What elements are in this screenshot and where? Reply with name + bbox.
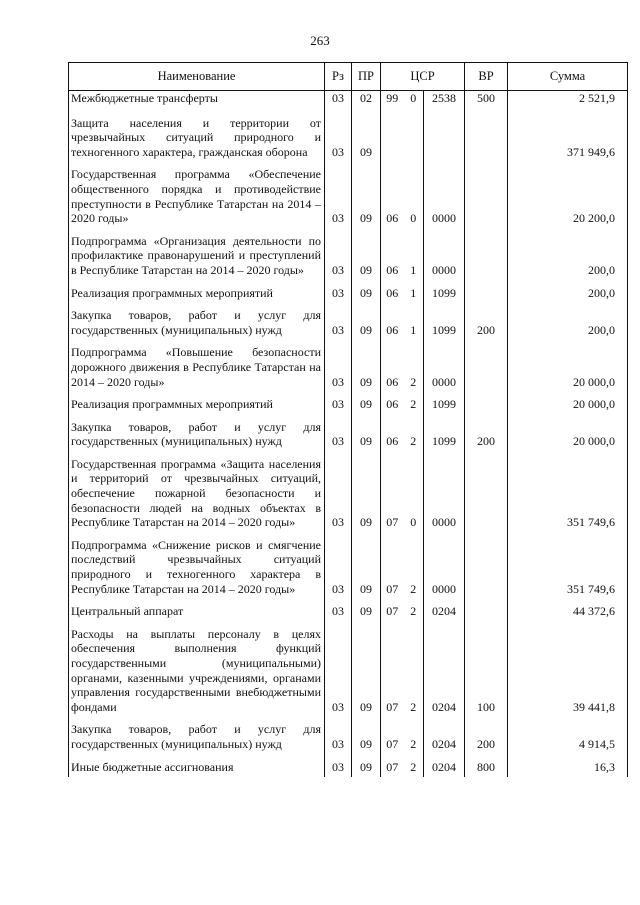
row-name: Подпрограмма «Повышение безопасности дорожного движения в Республике Татарстан на 2014 – 2020 годы» [69, 340, 325, 392]
row-pr: 09 [352, 229, 381, 281]
row-csr-subprogram: 2 [404, 340, 424, 392]
row-rz: 03 [325, 415, 352, 452]
row-csr-subprogram: 1 [404, 229, 424, 281]
row-csr-subprogram: 2 [404, 622, 424, 718]
row-rz: 03 [325, 229, 352, 281]
row-sum: 371 949,6 [508, 109, 628, 163]
row-sum: 351 749,6 [508, 452, 628, 533]
row-csr-program: 06 [381, 340, 404, 392]
row-csr-program: 06 [381, 281, 404, 304]
row-rz: 03 [325, 91, 352, 109]
row-vr [465, 109, 508, 163]
row-csr-program: 99 [381, 91, 404, 109]
row-name: Закупка товаров, работ и услуг для государственных (муниципальных) нужд [69, 415, 325, 452]
row-csr-direction: 1099 [432, 322, 456, 337]
table-row [69, 599, 628, 622]
row-rz: 03 [325, 281, 352, 304]
row-vr [465, 452, 508, 533]
row-csr-direction: 0000 [432, 211, 456, 226]
row-rz: 03 [325, 755, 352, 778]
row-csr-subprogram: 0 [404, 162, 424, 228]
row-csr-program: 07 [381, 755, 404, 778]
row-vr [465, 599, 508, 622]
row-csr-subprogram: 2 [404, 392, 424, 415]
header-name: Наименование [69, 63, 325, 91]
row-pr: 09 [352, 281, 381, 304]
table-row [69, 109, 628, 163]
row-csr-program: 07 [381, 452, 404, 533]
row-csr-subprogram: 2 [404, 415, 424, 452]
row-rz: 03 [325, 162, 352, 228]
table-row [69, 622, 628, 718]
row-rz: 03 [325, 622, 352, 718]
row-name: Подпрограмма «Организация деятельности по профилактике правонарушений и преступлений в Республике Татарстан на 2014 – 2020 годы» [69, 229, 325, 281]
row-csr-direction: 1099 [432, 434, 456, 449]
row-csr-direction: 0204 [432, 604, 456, 619]
row-sum: 200,0 [508, 303, 628, 340]
row-sum: 39 441,8 [508, 622, 628, 718]
header-vr: ВР [465, 63, 508, 91]
row-vr: 100 [465, 622, 508, 718]
row-pr: 09 [352, 162, 381, 228]
row-csr-direction: 0204 [432, 736, 456, 751]
row-csr-program [381, 109, 404, 163]
row-name: Расходы на выплаты персоналу в целях обеспечения выполнения функций государственными (муниципальными) органами, казенными учреждениями, органами управления государственными внебюджетными фондами [69, 622, 325, 718]
row-vr: 200 [465, 717, 508, 754]
header-sum: Сумма [508, 63, 628, 91]
row-csr-subprogram [404, 109, 424, 163]
row-csr-direction: 0000 [432, 262, 456, 277]
row-csr-subprogram: 1 [404, 303, 424, 340]
row-csr-subprogram: 2 [404, 533, 424, 599]
row-pr: 09 [352, 415, 381, 452]
header-pr: ПР [352, 63, 381, 91]
table-row [69, 452, 628, 533]
row-csr-direction: 0000 [432, 515, 456, 530]
row-name: Закупка товаров, работ и услуг для государственных (муниципальных) нужд [69, 717, 325, 754]
row-rz: 03 [325, 303, 352, 340]
row-csr-program: 07 [381, 622, 404, 718]
row-csr-program: 06 [381, 229, 404, 281]
row-csr-subprogram: 2 [404, 755, 424, 778]
row-sum: 16,3 [508, 755, 628, 778]
row-vr: 200 [465, 303, 508, 340]
header-csr: ЦСР [381, 63, 465, 91]
row-csr-direction: 0204 [432, 759, 456, 774]
table-row [69, 533, 628, 599]
row-rz: 03 [325, 599, 352, 622]
row-rz: 03 [325, 452, 352, 533]
row-name: Государственная программа «Защита населения и территорий от чрезвычайных ситуаций, обеспечение пожарной безопасности и безопасности людей на водных объектах в Республике Татарстан на 2014 – 2020 годы» [69, 452, 325, 533]
row-csr-direction: 2538 [432, 91, 456, 105]
row-vr [465, 340, 508, 392]
row-csr-subprogram: 0 [404, 452, 424, 533]
row-pr: 09 [352, 452, 381, 533]
row-csr-direction [424, 109, 465, 163]
row-name: Реализация программных мероприятий [69, 392, 325, 415]
row-csr-direction: 0000 [432, 374, 456, 389]
row-pr: 09 [352, 755, 381, 778]
row-vr [465, 229, 508, 281]
row-sum: 44 372,6 [508, 599, 628, 622]
row-csr-program: 06 [381, 415, 404, 452]
row-csr-direction: 0204 [432, 699, 456, 714]
row-sum: 200,0 [508, 281, 628, 304]
row-sum: 20 000,0 [508, 340, 628, 392]
row-csr-direction: 1099 [432, 285, 456, 300]
row-csr-program: 07 [381, 533, 404, 599]
row-sum: 4 914,5 [508, 717, 628, 754]
row-name: Государственная программа «Обеспечение общественного порядка и противодействие преступности в Республике Татарстан на 2014 – 2020 годы» [69, 162, 325, 228]
table-row [69, 415, 628, 452]
row-sum: 351 749,6 [508, 533, 628, 599]
table-row [69, 392, 628, 415]
row-vr [465, 392, 508, 415]
row-pr: 09 [352, 533, 381, 599]
row-vr [465, 162, 508, 228]
row-name: Защита населения и территории от чрезвычайных ситуаций природного и техногенного характера, гражданская оборона [69, 109, 325, 163]
row-rz: 03 [325, 717, 352, 754]
row-csr-direction: 0000 [432, 581, 456, 596]
row-pr: 09 [352, 109, 381, 163]
row-csr-program: 06 [381, 392, 404, 415]
row-name: Центральный аппарат [69, 599, 325, 622]
row-csr-program: 06 [381, 162, 404, 228]
row-csr-subprogram: 0 [404, 91, 424, 109]
row-vr: 800 [465, 755, 508, 778]
table-row [69, 755, 628, 778]
table-row [69, 281, 628, 304]
table-row [69, 340, 628, 392]
table-row [69, 717, 628, 754]
row-csr-subprogram: 1 [404, 281, 424, 304]
table-header-row [69, 63, 628, 91]
row-csr-subprogram: 2 [404, 717, 424, 754]
row-csr-direction: 1099 [432, 397, 456, 412]
header-rz: Рз [325, 63, 352, 91]
row-pr: 09 [352, 303, 381, 340]
row-sum: 2 521,9 [508, 91, 628, 109]
row-pr: 09 [352, 392, 381, 415]
row-pr: 09 [352, 717, 381, 754]
row-sum: 20 000,0 [508, 392, 628, 415]
row-name: Подпрограмма «Снижение рисков и смягчение последствий чрезвычайных ситуаций природного и техногенного характера в Республике Татарстан на 2014 – 2020 годы» [69, 533, 325, 599]
row-name: Межбюджетные трансферты [69, 91, 325, 109]
row-rz: 03 [325, 533, 352, 599]
row-rz: 03 [325, 340, 352, 392]
row-csr-program: 06 [381, 303, 404, 340]
row-name: Реализация программных мероприятий [69, 281, 325, 304]
row-pr: 09 [352, 599, 381, 622]
row-pr: 02 [352, 91, 381, 109]
table-body [69, 91, 628, 778]
row-pr: 09 [352, 340, 381, 392]
row-vr [465, 281, 508, 304]
row-csr-program: 07 [381, 599, 404, 622]
row-rz: 03 [325, 392, 352, 415]
table-row [69, 162, 628, 228]
table-row [69, 91, 628, 109]
budget-table [68, 62, 628, 777]
row-name: Иные бюджетные ассигнования [69, 755, 325, 778]
page-number: 263 [310, 33, 330, 48]
table-row [69, 303, 628, 340]
row-vr [465, 533, 508, 599]
row-rz: 03 [325, 109, 352, 163]
row-sum: 200,0 [508, 229, 628, 281]
row-csr-subprogram: 2 [404, 599, 424, 622]
row-csr-program: 07 [381, 717, 404, 754]
table-row [69, 229, 628, 281]
row-sum: 20 200,0 [508, 162, 628, 228]
row-pr: 09 [352, 622, 381, 718]
row-vr: 500 [465, 91, 508, 109]
row-name: Закупка товаров, работ и услуг для государственных (муниципальных) нужд [69, 303, 325, 340]
row-sum: 20 000,0 [508, 415, 628, 452]
row-vr: 200 [465, 415, 508, 452]
